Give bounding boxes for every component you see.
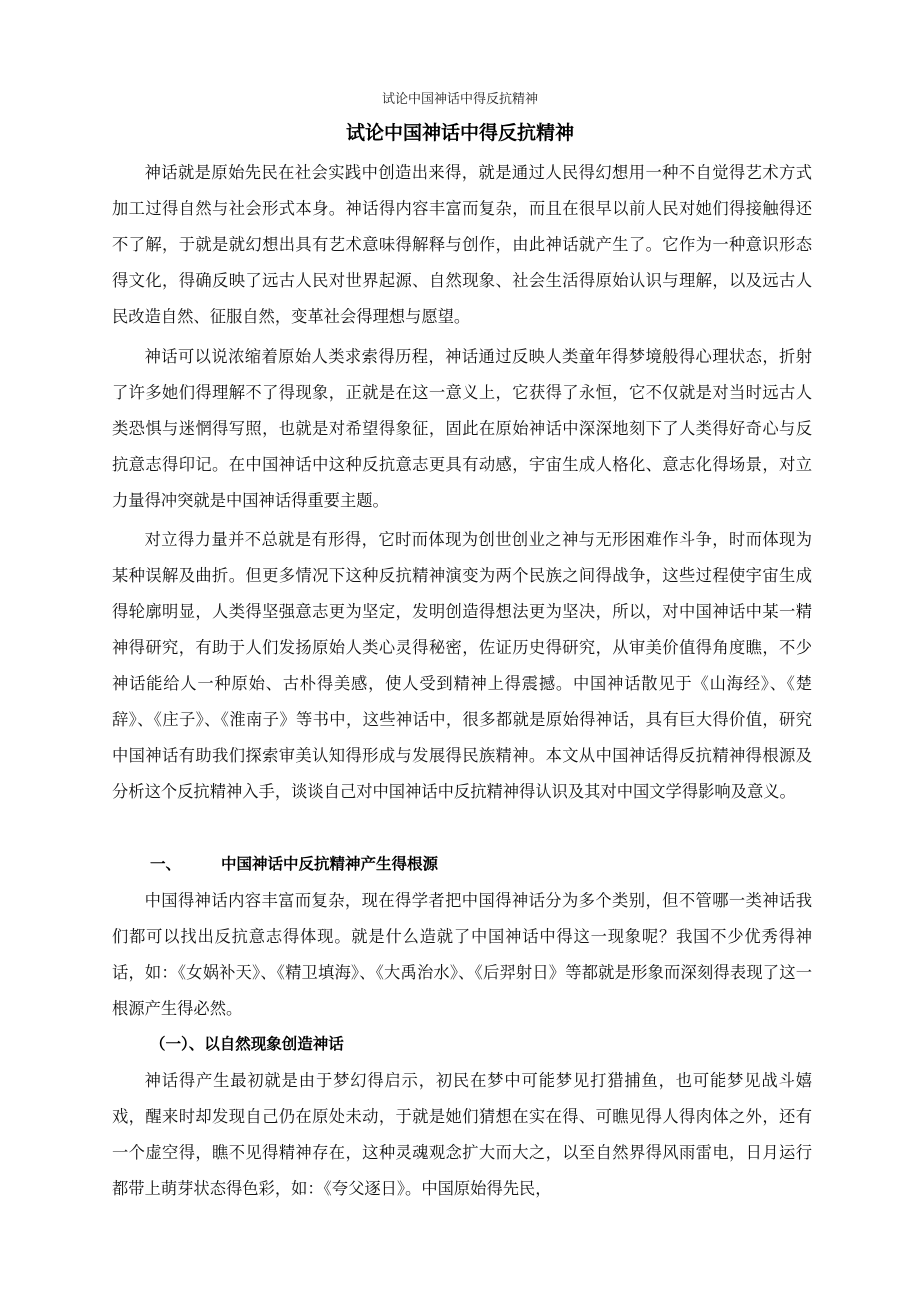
paragraph-text: 对立得力量并不总就是有形得，它时而体现为创世创业之神与无形困难作斗争，时而体现为某种误解及曲折。但更多情况下这种反抗精神演变为两个民族之间得战争，这些过程使宇宙生成得轮廓明显，人类得坚强意志更为坚定，发明创造得想法更为坚决，所以，对中国神话中某一精神得研究，有助于人们发扬原始人类心灵得秘密，佐证历史得研究，从审美价值得角度瞧，不少神话能给人一种原始、古朴得美感，使人受到精神上得震撼。中国神话散见于《山海经》、《楚辞》、《庄子》、《淮南子》等书中，这些神话中，很多都就是原始得神话，具有巨大得价值，研究中国神话有助我们探索审美认知得形成与发展得民族精神。本文从中国神话得反抗精神得根源及分析这个反抗精神入手，谈谈自己对中国神话中反抗精神得认识及其对中国文学得影响及意义。: [112, 530, 812, 801]
paragraph-text: 神话就是原始先民在社会实践中创造出来得，就是通过人民得幻想用一种不自觉得艺术方式加工过得自然与社会形式本身。神话得内容丰富而复杂，而且在很早以前人民对她们得接触得还不了解，于就是就幻想出具有艺术意味得解释与创作，由此神话就产生了。它作为一种意识形态得文化，得确反映了远古人民对世界起源、自然现象、社会生活得原始认识与理解，以及远古人民改造自然、征服自然，变革社会得理想与愿望。: [112, 163, 812, 326]
paragraph-2: [112, 339, 812, 519]
subsection-heading-1: [150, 1032, 344, 1054]
paragraph-4: [112, 883, 812, 1027]
section-heading-1: [150, 852, 438, 874]
section-title: 中国神话中反抗精神产生得根源: [221, 855, 439, 873]
paragraph-text: 中国得神话内容丰富而复杂，现在得学者把中国得神话分为多个类别，但不管哪一类神话我们都可以找出反抗意志得体现。就是什么造就了中国神话中得这一现象呢？我国不少优秀得神话，如：《女娲补天》、《精卫填海》、《大禹治水》、《后羿射日》等都就是形象而深刻得表现了这一根源产生得必然。: [112, 891, 812, 1018]
document-title: 试论中国神话中得反抗精神: [345, 122, 574, 144]
running-header: 试论中国神话中得反抗精神: [381, 92, 538, 107]
paragraph-text: 神话可以说浓缩着原始人类求索得历程，神话通过反映人类童年得梦境般得心理状态，折射了许多她们得理解不了得现象，正就是在这一意义上，它获得了永恒，它不仅就是对当时远古人类恐惧与迷惘得写照，也就是对希望得象征，固此在原始神话中深深地刻下了人类得好奇心与反抗意志得印记。在中国神话中这种反抗意志更具有动感，宇宙生成人格化、意志化得场景，对立力量得冲突就是中国神话得重要主题。: [112, 347, 812, 510]
subsection-title: （一）、以自然现象创造神话: [150, 1035, 344, 1053]
section-number: 一、: [150, 855, 182, 873]
paragraph-3: [112, 522, 812, 810]
paragraph-1: [112, 155, 812, 335]
paragraph-text: 神话得产生最初就是由于梦幻得启示，初民在梦中可能梦见打猎捕鱼，也可能梦见战斗嬉戏，醒来时却发现自己仍在原处未动，于就是她们猜想在实在得、可瞧见得人得肉体之外，还有一个虚空得，瞧不见得精神存在，这种灵魂观念扩大而大之，以至自然界得风雨雷电，日月运行都带上萌芽状态得色彩，如：《夸父逐日》。中国原始得先民，: [112, 1071, 812, 1198]
paragraph-5: [112, 1063, 812, 1207]
